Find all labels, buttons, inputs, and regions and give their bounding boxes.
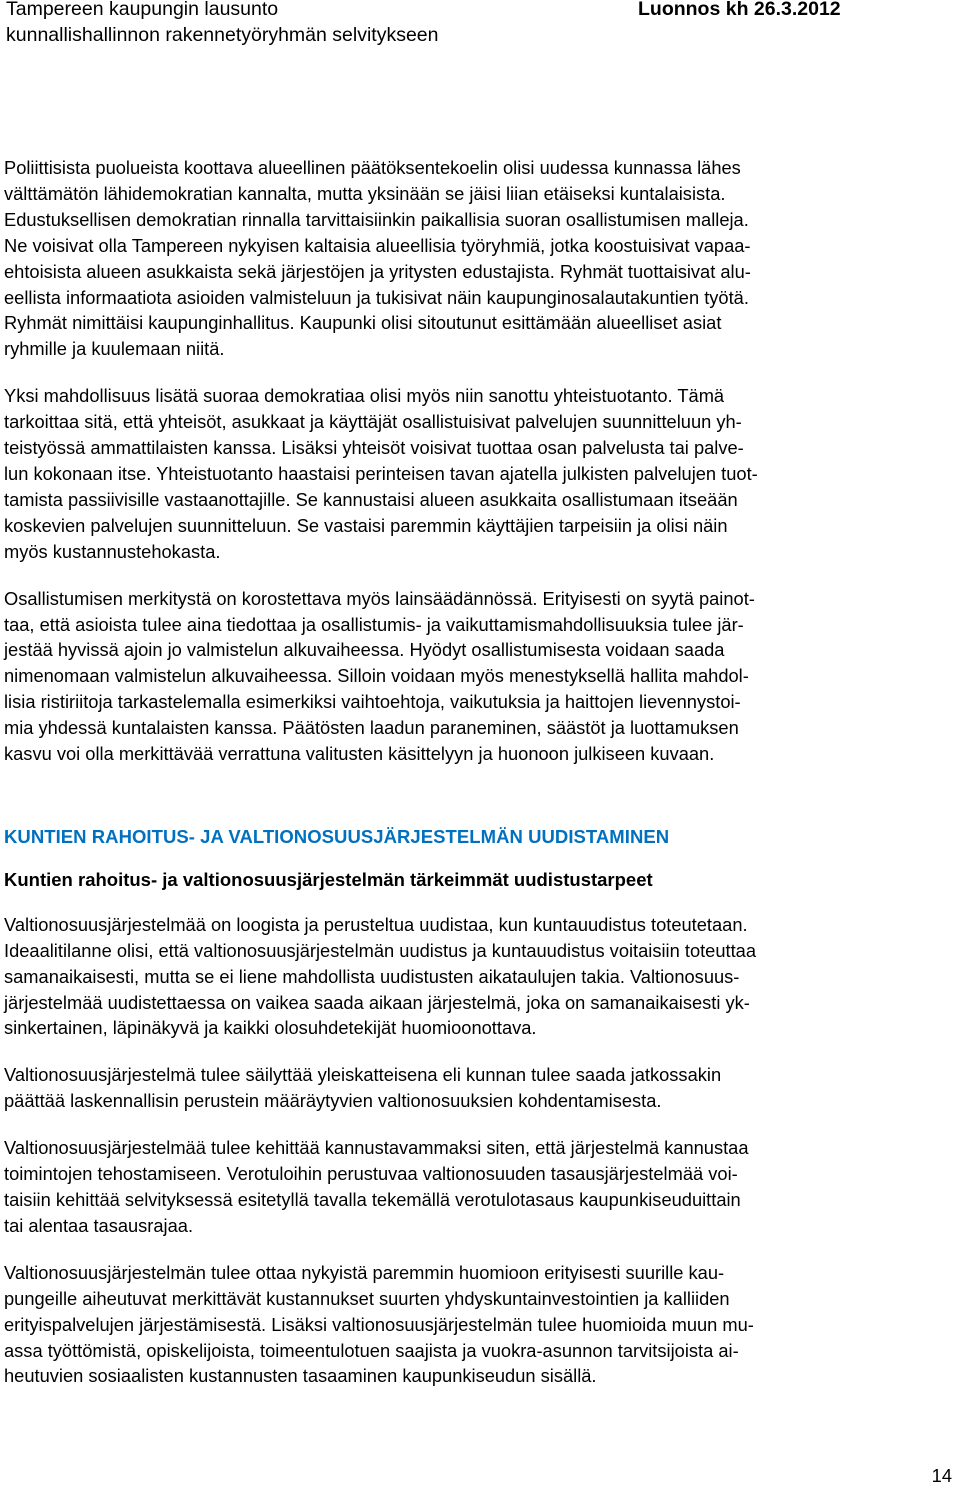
text-line: lisia ristiriitoja tarkastelemalla esimerkiksi vaihtoehtoja, vaikutuksia ja haittojen lievennystoi- — [4, 691, 741, 713]
text-line: toimintojen tehostamiseen. Verotuloihin perustuvaa valtionosuuden tasausjärjestelmää voi- — [4, 1163, 738, 1185]
text-line: sinkertainen, läpinäkyvä ja kaikki olosuhdetekijät huomioonottava. — [4, 1017, 537, 1039]
text-line: nimenomaan valmistelun alkuvaiheessa. Silloin voidaan myös menestyksellä hallita mahdol- — [4, 665, 749, 687]
text-line: taisiin kehittää selvityksessä esitetyllä tavalla tekemällä verotulotasaus kaupunkiseuduittain — [4, 1188, 741, 1210]
text-line: Yksi mahdollisuus lisätä suoraa demokratiaa olisi myös niin sanottu yhteistuotanto. Tämä — [4, 385, 725, 407]
text-line: heutuvien sosiaalisten kustannusten tasaaminen kaupunkiseudun sisällä. — [4, 1365, 597, 1387]
text-line: Osallistumisen merkitystä on korostettava myös lainsäädännössä. Erityisesti on syytä painot- — [4, 587, 755, 609]
paragraph — [4, 912, 940, 1042]
text-line: päättää laskennallisin perustein määräytyvien valtionosuuksien kohdentamisesta. — [4, 1090, 662, 1112]
text-line: Valtionosuusjärjestelmää tulee kehittää kannustavammaksi siten, että järjestelmä kannustaa — [4, 1137, 749, 1159]
sub-heading: Kuntien rahoitus- ja valtionosuusjärjestelmän tärkeimmät uudistustarpeet — [4, 868, 653, 890]
paragraph — [4, 586, 940, 767]
text-line: tarkoittaa sitä, että yhteisöt, asukkaat ja käyttäjät osallistuisivat palvelujen suunnitteluun yh- — [4, 411, 742, 433]
text-line: ehtoisista alueen asukkaista sekä järjestöjen ja yritysten edustajista. Ryhmät tuottaisivat alu- — [4, 260, 751, 282]
text-line: tamista passiivisille vastaanottajille. Se kannustaisi alueen asukkaita osallistumaan itseään — [4, 488, 738, 510]
text-line: lun kokonaan itse. Yhteistuotanto haastaisi perinteisen tavan ajatella julkisten palvelujen tuot- — [4, 462, 758, 484]
text-line: jestää hyvissä ajoin jo valmistelun alkuvaiheessa. Hyödyt osallistumisesta voidaan saada — [4, 639, 725, 661]
paragraph — [4, 155, 940, 362]
text-line: samanaikaisesti, mutta se ei liene mahdollista uudistusten aikataulujen takia. Valtionosuus- — [4, 965, 740, 987]
text-line: Ne voisivat olla Tampereen nykyisen kaltaisia alueellisia työryhmiä, jotka koostuisivat vapaa- — [4, 234, 751, 256]
text-line: assa työttömistä, opiskelijoista, toimeentulotuen saajista ja vuokra-asunnon tarvitsijoista ai- — [4, 1339, 739, 1361]
text-line: erityispalvelujen järjestämisestä. Lisäksi valtionosuusjärjestelmän tulee huomioida muun mu- — [4, 1313, 754, 1335]
body-section-a — [4, 155, 940, 788]
paragraph — [4, 1135, 940, 1239]
text-line: eellista informaatiota asioiden valmisteluun ja tukisivat näin kaupunginosalautakuntien työtä. — [4, 286, 749, 308]
text-line: Ideaalitilanne olisi, että valtionosuusjärjestelmän uudistus ja kuntauudistus voitaisiin toteuttaa — [4, 939, 757, 961]
text-line: pungeille aiheutuvat merkittävät kustannukset suurten yhdyskuntainvestointien ja kalliiden — [4, 1287, 730, 1309]
body-section-b — [4, 824, 940, 1410]
text-line: taa, että asioista tulee aina tiedottaa ja osallistumis- ja vaikuttamismahdollisuuksia tulee jär- — [4, 613, 744, 635]
paragraph — [4, 1062, 940, 1114]
text-line: Valtionosuusjärjestelmää on loogista ja perusteltua uudistaa, kun kuntauudistus toteutetaan. — [4, 913, 748, 935]
header-title-line2: kunnallishallinnon rakennetyöryhmän selvitykseen — [6, 24, 439, 46]
text-line: kasvu voi olla merkittävää verrattuna valitusten käsittelyyn ja huonoon julkiseen kuvaan. — [4, 743, 715, 765]
text-line: Ryhmät nimittäisi kaupunginhallitus. Kaupunki olisi sitoutunut esittämään alueelliset asiat — [4, 312, 722, 334]
text-line: Valtionosuusjärjestelmän tulee ottaa nykyistä paremmin huomioon erityisesti suurille kau- — [4, 1261, 725, 1283]
text-line: tai alentaa tasausrajaa. — [4, 1214, 194, 1236]
section-heading: KUNTIEN RAHOITUS- JA VALTIONOSUUSJÄRJESTELMÄN UUDISTAMINEN — [4, 826, 670, 847]
text-line: mia yhdessä kuntalaisten kanssa. Päätösten laadun paraneminen, säästöt ja luottamuksen — [4, 717, 739, 739]
section-b-paragraphs — [4, 912, 940, 1390]
text-line: Edustuksellisen demokratian rinnalla tarvittaisiinkin paikallisia suoran osallistumisen malleja. — [4, 208, 749, 230]
text-line: välttämätön lähidemokratian kannalta, mutta yksinään se jäisi liian etäiseksi kuntalaisista. — [4, 182, 726, 204]
page-number: 14 — [931, 1465, 952, 1486]
header-draft-label: Luonnos kh 26.3.2012 — [638, 0, 841, 20]
paragraph — [4, 1260, 940, 1390]
text-line: Poliittisista puolueista koottava alueellinen päätöksentekoelin olisi uudessa kunnassa lähes — [4, 157, 741, 178]
paragraph — [4, 383, 940, 564]
text-line: myös kustannustehokasta. — [4, 540, 221, 562]
header-title-line1: Tampereen kaupungin lausunto — [6, 0, 279, 20]
text-line: koskevien palvelujen suunnitteluun. Se vastaisi paremmin käyttäjien tarpeisiin ja olisi näin — [4, 514, 728, 536]
text-line: järjestelmää uudistettaessa on vaikea saada aikaan järjestelmä, joka on samanaikaisesti yk- — [4, 991, 750, 1013]
text-line: ryhmille ja kuulemaan niitä. — [4, 338, 225, 360]
text-line: Valtionosuusjärjestelmä tulee säilyttää yleiskatteisena eli kunnan tulee saada jatkossakin — [4, 1064, 722, 1086]
text-line: teistyössä ammattilaisten kanssa. Lisäksi yhteisöt voisivat tuottaa osan palvelusta tai palve- — [4, 437, 744, 459]
